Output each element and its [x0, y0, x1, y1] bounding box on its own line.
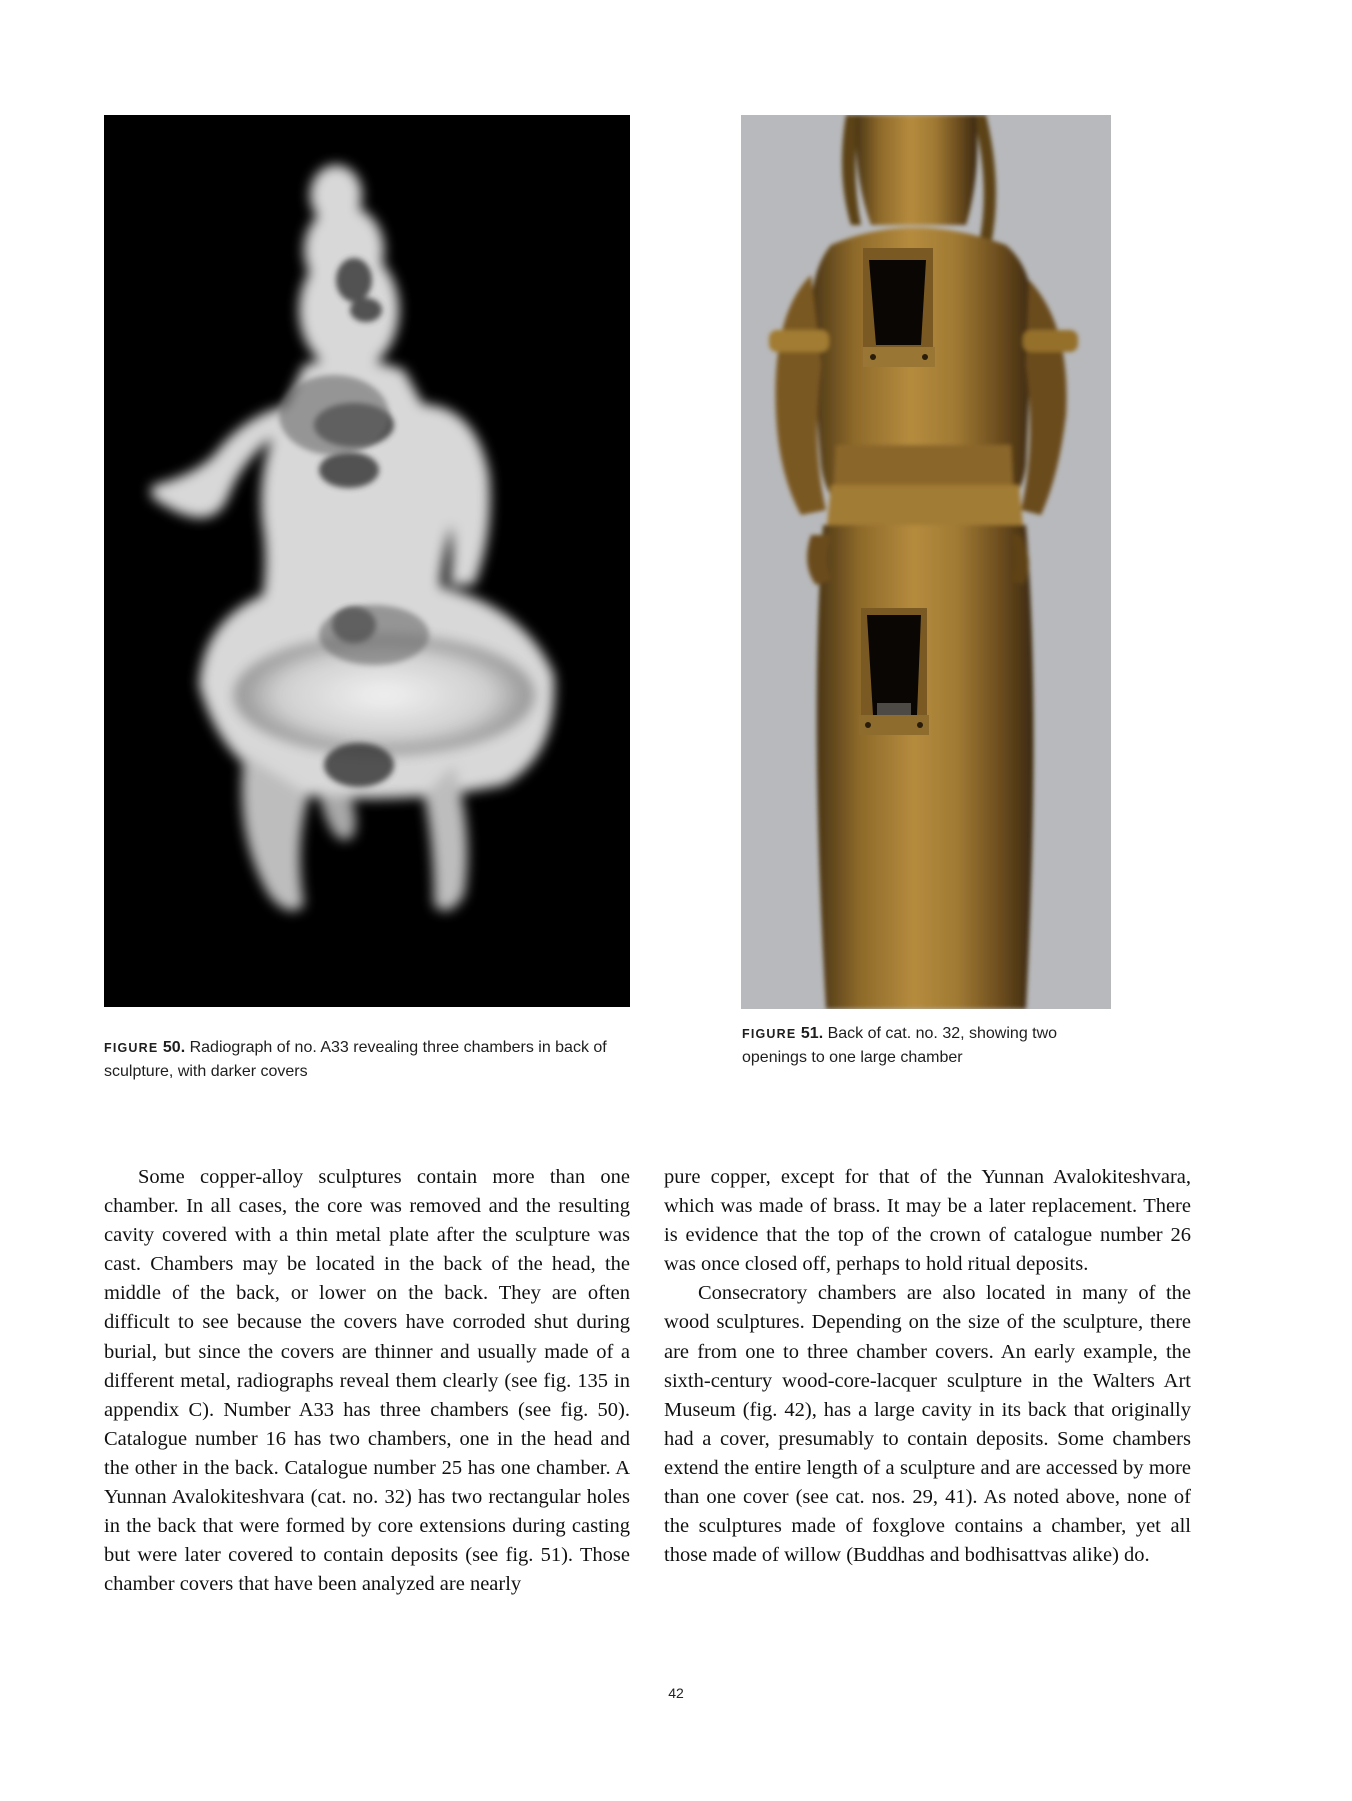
body-paragraph: Some copper-alloy sculptures contain more than one chamber. In all cases, the core was removed and the resulting cavity covered with a thin metal plate after the sculpture was cast. Chambers may be located in the back of the head, the middle of the back, or lower on the back. They are often difficult to see because the covers have corroded shut during burial, but since the covers are thinner and usually made of a different metal, radiographs reveal them clearly (see fig. 135 in appendix C). Number A33 has three chambers (see fig. 50). Catalogue number 16 has two chambers, one in the head and the other in the back. Catalogue number 25 has one chamber. A Yunnan Avalokiteshvara (cat. no. 32) has two rectangular holes in the back that were formed by core extensions during casting but were later covered to contain deposits (see fig. 51). Those chamber covers that have been analyzed are nearly [104, 1166, 630, 1596]
figure-label: FIGURE [742, 1027, 797, 1041]
figure-number: 50. [162, 1039, 186, 1056]
body-column-right [664, 1163, 1191, 1570]
figure-51-caption [742, 1022, 1102, 1069]
caption-text: Back of cat. no. 32, showing two openings to one large chamber [742, 1025, 1058, 1066]
radiograph-image [104, 115, 630, 1007]
figure-50-caption [104, 1036, 644, 1083]
figure-number: 51. [800, 1025, 824, 1042]
caption-text: Radiograph of no. A33 revealing three chambers in back of sculpture, with darker covers [104, 1039, 607, 1080]
body-paragraph: Consecratory chambers are also located in many of the wood sculptures. Depending on the size of the sculpture, there are from one to three chamber covers. An early example, the sixth-century wood-core-lacquer sculpture in the Walters Art Museum (fig. 42), has a large cavity in its back that originally had a cover, presumably to contain deposits. Some chambers extend the entire length of a sculpture and are accessed by more than one cover (see cat. nos. 29, 41). As noted above, none of the sculptures made of foxglove contains a chamber, yet all those made of willow (Buddhas and bodhisattvas alike) do. [664, 1282, 1191, 1567]
body-paragraph: pure copper, except for that of the Yunnan Avalokiteshvara, which was made of brass. It may be a later replacement. There is evidence that the top of the crown of catalogue number 26 was once closed off, perhaps to hold ritual deposits. [664, 1166, 1191, 1276]
sculpture-back-image [741, 115, 1111, 1009]
figure-51-photo [741, 115, 1111, 1009]
body-column-left [104, 1163, 630, 1599]
page-number: 42 [668, 1685, 684, 1701]
figure-label: FIGURE [104, 1041, 159, 1055]
figure-50-radiograph [104, 115, 630, 1007]
